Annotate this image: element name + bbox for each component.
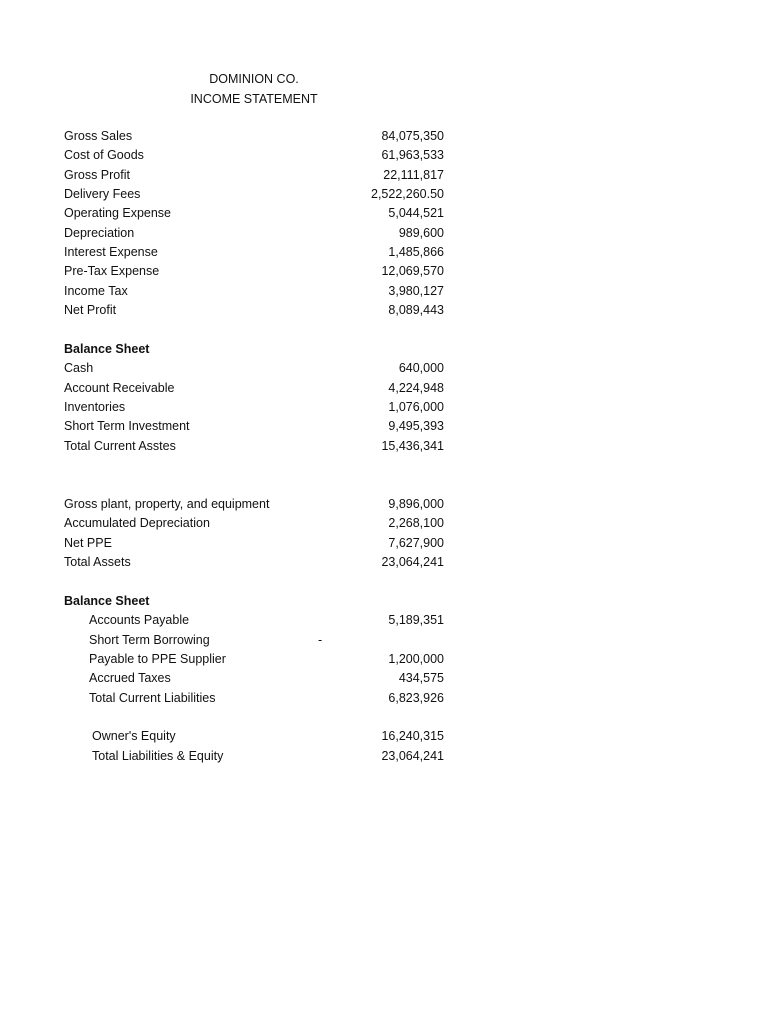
row-label: Depreciation	[64, 226, 135, 240]
row-label: Owner's Equity	[92, 729, 176, 743]
row-value: 7,627,900	[388, 536, 444, 550]
asset-row-net-ppe	[0, 534, 768, 553]
row-value: 12,069,570	[381, 264, 444, 278]
row-label: Interest Expense	[64, 245, 158, 259]
equity-row-owners-equity	[0, 727, 768, 746]
asset-row-gross-ppe	[0, 495, 768, 514]
row-label: Payable to PPE Supplier	[89, 652, 226, 666]
row-value: 61,963,533	[381, 148, 444, 162]
row-value: 23,064,241	[381, 749, 444, 763]
row-label: Account Receivable	[64, 381, 175, 395]
asset-row-total-current-assets	[0, 437, 768, 456]
row-value: 84,075,350	[381, 129, 444, 143]
row-label: Accounts Payable	[89, 613, 190, 627]
asset-row-accumulated-depreciation	[0, 514, 768, 533]
row-value: 5,189,351	[388, 613, 444, 627]
row-value: 3,980,127	[388, 284, 444, 298]
liability-row-short-term-borrowing	[0, 631, 768, 650]
liability-row-total-current-liabilities	[0, 689, 768, 708]
company-name: DOMINION CO.	[209, 72, 299, 86]
row-label: Net PPE	[64, 536, 112, 550]
row-value: 6,823,926	[388, 691, 444, 705]
row-value: 23,064,241	[381, 555, 444, 569]
row-label: Cash	[64, 361, 94, 375]
row-value: 4,224,948	[388, 381, 444, 395]
row-label: Income Tax	[64, 284, 128, 298]
equity-row-total-liabilities-equity	[0, 747, 768, 766]
row-label: Total Liabilities & Equity	[92, 749, 224, 763]
row-label: Gross Sales	[64, 129, 133, 143]
asset-row-short-term-investment	[0, 417, 768, 436]
asset-row-account-receivable	[0, 379, 768, 398]
income-row-interest-expense	[0, 243, 768, 262]
row-label: Cost of Goods	[64, 148, 144, 162]
row-label: Operating Expense	[64, 206, 172, 220]
row-value: 5,044,521	[388, 206, 444, 220]
row-value: 434,575	[398, 671, 444, 685]
income-row-delivery-fees	[0, 185, 768, 204]
row-label: Accrued Taxes	[89, 671, 171, 685]
liability-row-accrued-taxes	[0, 669, 768, 688]
row-value: 15,436,341	[381, 439, 444, 453]
row-label: Short Term Borrowing	[89, 633, 210, 647]
income-row-depreciation	[0, 224, 768, 243]
statement-title: INCOME STATEMENT	[190, 92, 318, 106]
section-title-liabilities: Balance Sheet	[64, 594, 150, 608]
row-value: 9,495,393	[388, 419, 444, 433]
row-value: 22,111,817	[383, 168, 444, 182]
row-label: Delivery Fees	[64, 187, 141, 201]
row-value: 640,000	[398, 361, 444, 375]
section-title-assets: Balance Sheet	[64, 342, 150, 356]
liability-row-accounts-payable	[0, 611, 768, 630]
row-label: Inventories	[64, 400, 126, 414]
row-label: Short Term Investment	[64, 419, 190, 433]
row-label: Net Profit	[64, 303, 117, 317]
row-label: Gross Profit	[64, 168, 130, 182]
income-row-income-tax	[0, 282, 768, 301]
row-label: Pre-Tax Expense	[64, 264, 160, 278]
income-row-operating-expense	[0, 204, 768, 223]
row-label: Gross plant, property, and equipment	[64, 497, 270, 511]
row-value: 9,896,000	[388, 497, 444, 511]
row-value: 2,522,260.50	[371, 187, 444, 201]
row-value: 8,089,443	[388, 303, 444, 317]
income-row-cost-of-goods	[0, 146, 768, 165]
income-row-gross-profit	[0, 166, 768, 185]
row-value: 1,200,000	[388, 652, 444, 666]
row-value: 16,240,315	[381, 729, 444, 743]
row-value: 2,268,100	[388, 516, 444, 530]
asset-row-inventories	[0, 398, 768, 417]
row-label: Total Current Liabilities	[89, 691, 216, 705]
income-row-net-profit	[0, 301, 768, 320]
row-value: 1,076,000	[388, 400, 444, 414]
row-label: Total Assets	[64, 555, 131, 569]
liability-row-payable-ppe-supplier	[0, 650, 768, 669]
row-label: Accumulated Depreciation	[64, 516, 210, 530]
row-dash: -	[318, 633, 323, 647]
asset-row-cash	[0, 359, 768, 378]
row-value: 1,485,866	[388, 245, 444, 259]
row-value: 989,600	[398, 226, 444, 240]
asset-row-total-assets	[0, 553, 768, 572]
row-label: Total Current Asstes	[64, 439, 176, 453]
income-row-pre-tax-expense	[0, 262, 768, 281]
income-row-gross-sales	[0, 127, 768, 146]
